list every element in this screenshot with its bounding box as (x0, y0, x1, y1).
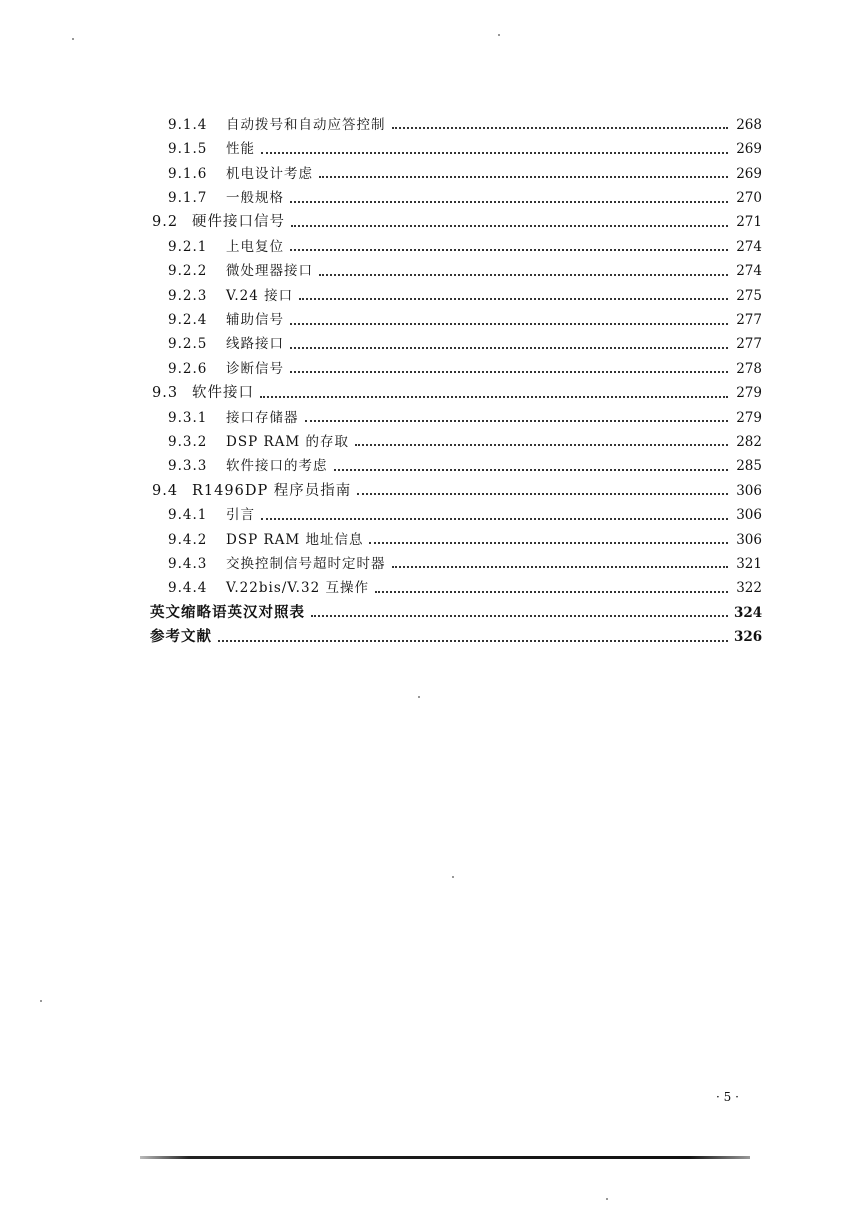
toc-entry-number: 9.1.6 (168, 165, 208, 182)
toc-leader-dots (392, 126, 729, 129)
table-of-contents (150, 108, 762, 645)
toc-entry-number: 9.4.2 (168, 531, 208, 548)
toc-entry-page: 278 (736, 360, 762, 377)
toc-entry (150, 230, 762, 254)
toc-entry-page: 269 (736, 141, 762, 158)
toc-entry (150, 108, 762, 132)
toc-entry-page: 282 (736, 433, 762, 450)
toc-entry-page: 322 (736, 580, 762, 597)
toc-leader-dots (260, 395, 728, 398)
toc-leader-dots (290, 200, 728, 203)
toc-leader-dots (392, 565, 729, 568)
toc-entry-title: 机电设计考虑 (226, 165, 313, 182)
toc-entry-number: 9.4.1 (168, 507, 208, 524)
toc-entry (150, 352, 762, 376)
toc-entry-title: 自动拨号和自动应答控制 (226, 116, 386, 133)
toc-entry (150, 303, 762, 327)
toc-entry-page: 270 (736, 190, 762, 207)
toc-leader-dots (334, 468, 729, 471)
toc-entry-title: R1496DP 程序员指南 (192, 482, 352, 499)
toc-entry-number: 9.1.4 (168, 116, 208, 133)
toc-leader-dots (319, 175, 728, 178)
toc-entry-title: 硬件接口信号 (192, 214, 285, 231)
toc-entry (150, 181, 762, 205)
toc-entry-page: 306 (736, 507, 762, 524)
toc-entry-page: 274 (736, 238, 762, 255)
page-number: · 5 · (716, 1090, 739, 1104)
toc-entry-number: 9.4.3 (168, 555, 208, 572)
toc-entry-page: 279 (736, 385, 762, 402)
scan-speck (72, 38, 74, 40)
toc-entry (150, 376, 762, 400)
toc-entry-number: 9.2.5 (168, 336, 208, 353)
toc-entry-title: 辅助信号 (226, 312, 284, 329)
toc-entry-title: 线路接口 (226, 336, 284, 353)
scan-speck (418, 696, 420, 698)
toc-entry-title: V.22bis/V.32 互操作 (226, 580, 369, 597)
toc-entry (150, 620, 762, 644)
toc-entry-number: 9.2.1 (168, 238, 208, 255)
toc-entry-number: 9.1.7 (168, 190, 208, 207)
toc-entry-title: DSP RAM 的存取 (226, 433, 349, 450)
toc-entry-number: 9.3.2 (168, 433, 208, 450)
toc-entry (150, 449, 762, 473)
toc-entry-page: 324 (734, 604, 763, 621)
toc-entry-title: 参考文献 (150, 628, 212, 646)
toc-entry (150, 425, 762, 449)
bottom-rule (140, 1156, 750, 1159)
scan-speck (452, 876, 454, 878)
toc-entry-page: 306 (736, 482, 762, 499)
toc-entry-title: 软件接口 (192, 385, 254, 402)
toc-entry-title: 英文缩略语英汉对照表 (150, 603, 305, 621)
toc-entry-number: 9.2.2 (168, 263, 208, 280)
toc-leader-dots (375, 590, 728, 593)
toc-entry-title: 接口存储器 (226, 409, 299, 426)
toc-leader-dots (290, 370, 728, 373)
toc-entry-page: 269 (736, 165, 762, 182)
toc-entry-title: 软件接口的考虑 (226, 458, 328, 475)
toc-entry-number: 9.2.3 (168, 287, 208, 304)
toc-entry-number: 9.4.4 (168, 580, 208, 597)
toc-entry-number: 9.3 (152, 385, 179, 402)
toc-entry-title: DSP RAM 地址信息 (226, 531, 364, 548)
toc-entry-page: 268 (736, 116, 762, 133)
toc-entry (150, 498, 762, 522)
toc-entry (150, 596, 762, 620)
toc-leader-dots (290, 346, 728, 349)
toc-entry-page: 271 (736, 214, 762, 231)
toc-entry-title: 微处理器接口 (226, 263, 313, 280)
toc-entry-title: 上电复位 (226, 238, 284, 255)
toc-entry (150, 547, 762, 571)
toc-leader-dots (261, 151, 728, 154)
toc-entry-page: 326 (734, 629, 763, 646)
toc-entry-title: 引言 (226, 507, 255, 524)
toc-leader-dots (355, 443, 728, 446)
toc-entry-number: 9.4 (152, 482, 179, 499)
toc-entry-number: 9.1.5 (168, 141, 208, 158)
toc-entry-title: 交换控制信号超时定时器 (226, 555, 386, 572)
toc-entry (150, 571, 762, 595)
toc-entry-title: V.24 接口 (226, 287, 294, 304)
toc-entry-page: 274 (736, 263, 762, 280)
toc-entry-page: 306 (736, 531, 762, 548)
toc-leader-dots (290, 322, 728, 325)
toc-entry-page: 275 (736, 287, 762, 304)
toc-entry-number: 9.2.6 (168, 360, 208, 377)
toc-entry-number: 9.3.3 (168, 458, 208, 475)
toc-entry-title: 性能 (226, 141, 255, 158)
toc-entry (150, 132, 762, 156)
toc-entry (150, 523, 762, 547)
scan-speck (498, 34, 500, 36)
toc-leader-dots (369, 541, 728, 544)
toc-entry (150, 474, 762, 498)
toc-leader-dots (319, 273, 728, 276)
toc-leader-dots (305, 419, 729, 422)
scan-speck (40, 1000, 42, 1002)
toc-entry (150, 401, 762, 425)
toc-entry (150, 254, 762, 278)
toc-leader-dots (311, 614, 728, 617)
toc-entry (150, 157, 762, 181)
toc-entry-page: 277 (736, 312, 762, 329)
toc-entry-title: 诊断信号 (226, 360, 284, 377)
toc-entry (150, 279, 762, 303)
toc-entry-page: 279 (736, 409, 762, 426)
toc-entry (150, 206, 762, 230)
toc-entry (150, 328, 762, 352)
toc-entry-title: 一般规格 (226, 190, 284, 207)
scan-speck (606, 1198, 608, 1200)
toc-entry-number: 9.3.1 (168, 409, 208, 426)
toc-entry-page: 285 (736, 458, 762, 475)
toc-leader-dots (291, 224, 728, 227)
toc-leader-dots (290, 248, 728, 251)
toc-entry-page: 277 (736, 336, 762, 353)
toc-entry-number: 9.2 (152, 214, 179, 231)
toc-leader-dots (357, 492, 728, 495)
toc-leader-dots (299, 297, 728, 300)
toc-entry-number: 9.2.4 (168, 312, 208, 329)
toc-leader-dots (218, 639, 728, 642)
toc-entry-page: 321 (736, 555, 762, 572)
toc-leader-dots (261, 517, 728, 520)
